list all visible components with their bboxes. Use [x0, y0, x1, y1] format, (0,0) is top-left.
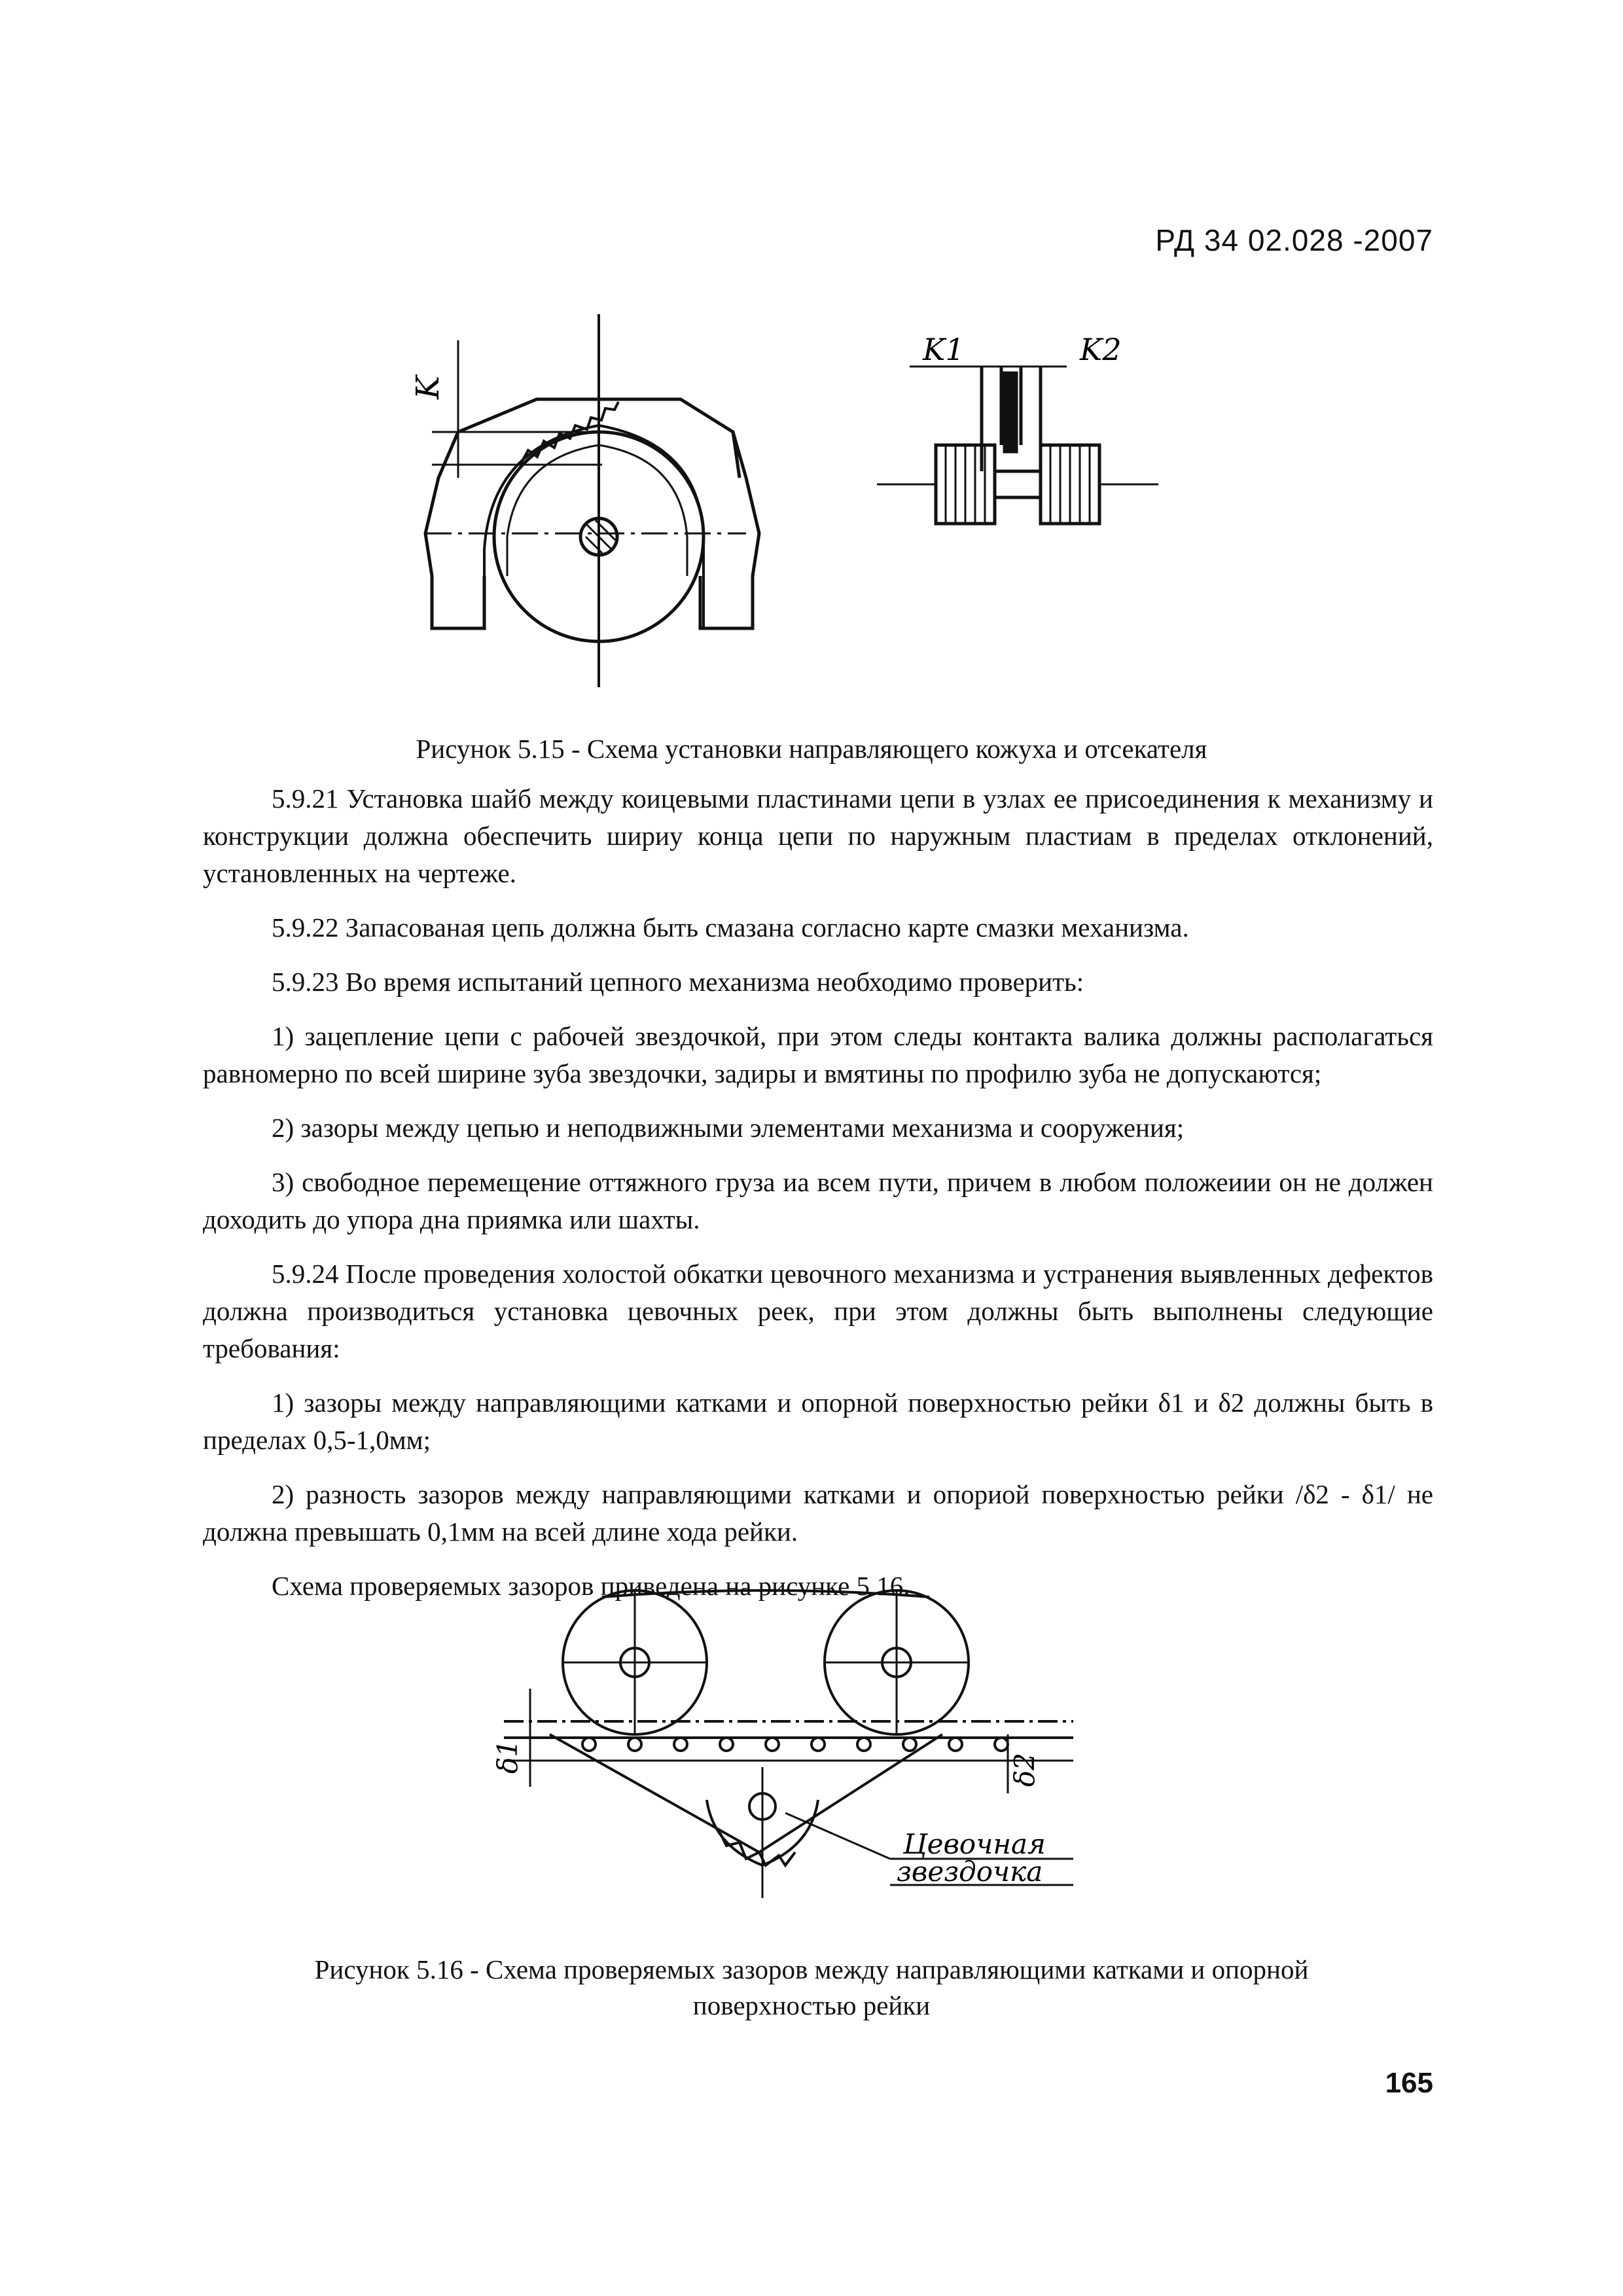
paragraph-5-9-22: 5.9.22 Запасованая цепь должна быть смазана согласно карте смазки механизма. — [272, 912, 1189, 942]
page-number: 165 — [1385, 2067, 1433, 2099]
label-delta1: δ1 — [491, 1739, 524, 1774]
paragraph-5-9-23: 5.9.23 Во время испытаний цепного механизма необходимо проверить: — [272, 967, 1084, 997]
list-item-1: 1) зацепление цепи с рабочей звездочкой, при этом следы контакта валика должны располагаться равномерно по всей ширине зуба звездочки, задиры и вмятины по профилю зуба не допускаются; — [203, 1021, 1433, 1088]
label-k1: K1 — [923, 332, 965, 367]
document-code: РД 34 02.028 -2007 — [1155, 223, 1433, 257]
paragraph-5-9-21: 5.9.21 Установка шайб между коицевыми пластинами цепи в узлах ее присоединения к механизму и конструкции должна обеспечить шириу конца цепи по наружным пластиам в пределах отклонений, установленных на чертеже. — [203, 783, 1433, 888]
label-delta2: δ2 — [1008, 1752, 1041, 1787]
paragraph-5-9-24: 5.9.24 После проведения холостой обкатки цевочного механизма и устранения выявленных дефектов должна производиться установка цевочных реек, при этом должны быть выполнены следующие требования: — [203, 1259, 1433, 1363]
requirement-2: 2) разность зазоров между направляющими катками и опориой поверхностью рейки /δ2 - δ1/ не должна превышать 0,1мм на всей длине хода рейки. — [203, 1479, 1433, 1547]
figure-5-15-cover-diagram — [406, 314, 772, 694]
figure-5-16-caption-line2: поверхностью рейки — [692, 1990, 931, 2020]
body-text — [203, 780, 1433, 1622]
label-k: K — [410, 376, 446, 399]
list-item-2: 2) зазоры между цепью и неподвижными элементами механизма и сооружения; — [272, 1113, 1185, 1143]
figure-5-15-deflector-diagram — [870, 327, 1185, 576]
figure-5-16-caption-line1: Рисунок 5.16 - Схема проверяемых зазоров между направляющими катками и опорной — [314, 1954, 1309, 1984]
label-sprocket-line1: Цевочная — [903, 1828, 1046, 1860]
list-item-3: 3) свободное перемещение оттяжного груза иа всем пути, причем в любом положеиии он не должен доходить до упора дна приямка или шахты. — [203, 1167, 1433, 1234]
label-k2: K2 — [1080, 332, 1122, 367]
figure-5-16-diagram — [484, 1571, 1113, 1911]
label-sprocket-line2: звездочка — [897, 1856, 1043, 1888]
figure-reference: Схема проверяемых зазоров приведена на рисунке 5.16. — [272, 1571, 910, 1601]
figure-5-15-caption: Рисунок 5.15 - Схема установки направляющего кожуха и отсекателя — [416, 734, 1207, 764]
requirement-1: 1) зазоры между направляющими катками и опорной поверхностью рейки δ1 и δ2 должны быть в пределах 0,5-1,0мм; — [203, 1388, 1433, 1455]
